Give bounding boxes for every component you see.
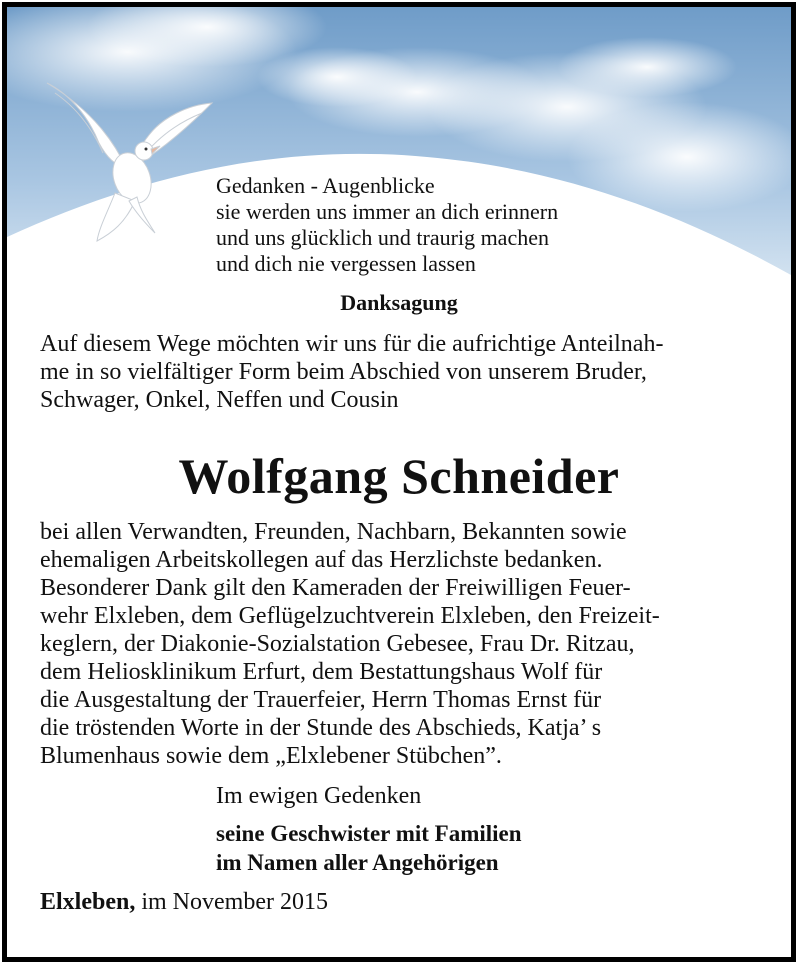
thanks-line: dem Heliosklinikum Erfurt, dem Bestattungshaus Wolf für [40, 659, 603, 685]
thanks-line: die Ausgestaltung der Trauerfeier, Herrn Thomas Ernst für [40, 687, 602, 713]
closing-line: Im ewigen Gedenken [216, 783, 422, 809]
thanks-line: keglern, der Diakonie-Sozialstation Gebesee, Frau Dr. Ritzau, [40, 631, 635, 657]
poem-line: und uns glücklich und traurig machen [216, 225, 549, 250]
signer-line: im Namen aller Angehörigen [216, 850, 499, 875]
thanks-line: Besonderer Dank gilt den Kameraden der Freiwilligen Feuer- [40, 575, 631, 601]
poem-line: sie werden uns immer an dich erinnern [216, 199, 559, 224]
signers [216, 819, 522, 877]
poem [216, 173, 646, 277]
obituary-card [2, 2, 796, 962]
intro-paragraph [40, 330, 760, 414]
date-text: im November 2015 [135, 889, 328, 915]
thanks-line: Blumenhaus sowie dem „Elxlebener Stübchen”. [40, 743, 502, 769]
signer-line: seine Geschwister mit Familien [216, 821, 522, 846]
thanks-paragraph [40, 518, 760, 770]
poem-line: und dich nie vergessen lassen [216, 251, 476, 276]
deceased-name: Wolfgang Schneider [178, 448, 620, 504]
thanks-line: ehemaligen Arbeitskollegen auf das Herzlichste bedanken. [40, 547, 603, 573]
thanks-line: bei allen Verwandten, Freunden, Nachbarn, Bekannten sowie [40, 519, 627, 545]
thanks-line: die tröstenden Worte in der Stunde des Abschieds, Katja’ s [40, 715, 602, 741]
intro-line: Auf diesem Wege möchten wir uns für die aufrichtige Anteilnah- [40, 331, 664, 357]
place-name: Elxleben, [40, 889, 136, 915]
dove-icon [37, 73, 222, 248]
thanks-line: wehr Elxleben, dem Geflügelzuchtverein Elxleben, den Freizeit- [40, 603, 660, 629]
poem-line: Gedanken - Augenblicke [216, 173, 435, 198]
place-date [40, 889, 328, 916]
intro-line: me in so vielfältiger Form beim Abschied von unserem Bruder, [40, 359, 647, 385]
intro-line: Schwager, Onkel, Neffen und Cousin [40, 387, 399, 413]
heading-danksagung: Danksagung [340, 290, 458, 315]
